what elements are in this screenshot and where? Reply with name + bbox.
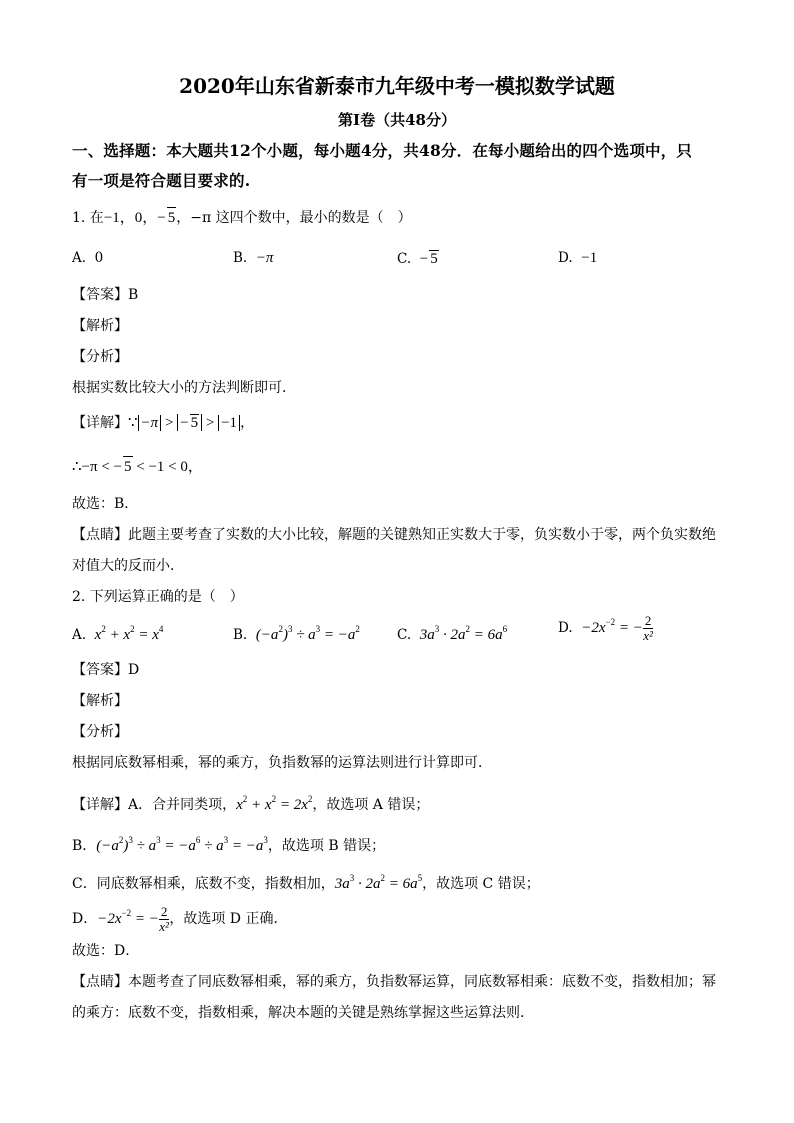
q1-option-b: B. −π [233, 250, 274, 266]
q2-analysis-label: 【解析】 [72, 693, 128, 709]
q1-detail: 【详解】∵ −π > − 5 > −1 ， [72, 415, 255, 431]
q2-option-b: B. $(-a^2)^3 \div a^3 = -a^2$ [233, 624, 360, 643]
section-heading-line1: 一、选择题：本大题共12个小题，每小题4分，共48分．在每小题给出的四个选项中，只 [72, 141, 693, 160]
section-heading-line2: 有一项是符合题目要求的. [72, 171, 251, 190]
q2-option-c: C. $3a^3 \cdot 2a^2 = 6a^6$ [397, 624, 508, 643]
q2-answer: 【答案】D [72, 662, 140, 678]
sqrt-5: 5 [167, 207, 177, 228]
q2-detail-b: B．$(-a^2)^3 \div a^3 = -a^6 \div a^3 = -a^3$，故选项 B 错误； [72, 835, 386, 854]
q1-fenxi-text: 根据实数比较大小的方法判断即可． [72, 380, 296, 396]
q1-stem: 1. 在−1，0，− 5，−π 这四个数中，最小的数是（ ） [72, 207, 734, 228]
q1-choose: 故选：B． [72, 496, 139, 512]
q2-fenxi-label: 【分析】 [72, 724, 128, 740]
q2-detail-a: 【详解】A．合并同类项，$x^2 + x^2 = 2x^2$，故选项 A 错误； [72, 794, 430, 813]
q1-analysis-label: 【解析】 [72, 318, 128, 334]
q1-comment-line2: 对值大的反而小． [72, 558, 184, 574]
q2-stem: 2. 下列运算正确的是（ ） [72, 589, 244, 605]
q2-fenxi-text: 根据同底数幂相乘，幂的乘方，负指数幂的运算法则进行计算即可． [72, 755, 492, 771]
q2-option-d: D. $-2x^{-2}$ = − $\frac{2}{\text{x²}}$ [558, 613, 653, 643]
document-title: 2020年山东省新泰市九年级中考一模拟数学试题 [179, 74, 615, 98]
q1-answer: 【答案】B [72, 287, 139, 303]
q1-option-a: A. 0 [72, 250, 104, 266]
q1-comment-line1: 【点睛】此题主要考查了实数的大小比较，解题的关键熟知正实数大于零，负实数小于零，两个负实数绝 [72, 527, 716, 543]
q2-comment-line2: 的乘方：底数不变，指数相乘，解决本题的关键是熟练掌握这些运算法则． [72, 1005, 534, 1021]
q2-option-a: A. $x^2 + x^2 = x^4$ [72, 624, 164, 643]
q2-choose: 故选：D． [72, 943, 140, 959]
q2-detail-d: D．$-2x^{-2}$ = − $\frac{2}{\text{x²}}$ ，故选项 D 正确． [72, 903, 288, 934]
q2-comment-line1: 【点睛】本题考查了同底数幂相乘，幂的乘方，负指数幂运算，同底数幂相乘：底数不变，指数相加；幂 [72, 974, 716, 990]
q1-fenxi-label: 【分析】 [72, 349, 128, 365]
q2-detail-c: C．同底数幂相乘，底数不变，指数相加，$3a^3 \cdot 2a^2 = 6a^5$，故选项 C 错误； [72, 873, 540, 892]
q1-option-c: C. − 5 [397, 251, 438, 267]
q1-detail-conclusion: ∴−π < − 5 < −1 < 0， [72, 456, 734, 477]
part-subtitle: 第I卷（共48分） [338, 111, 456, 129]
q1-option-d: D. −1 [558, 250, 598, 266]
